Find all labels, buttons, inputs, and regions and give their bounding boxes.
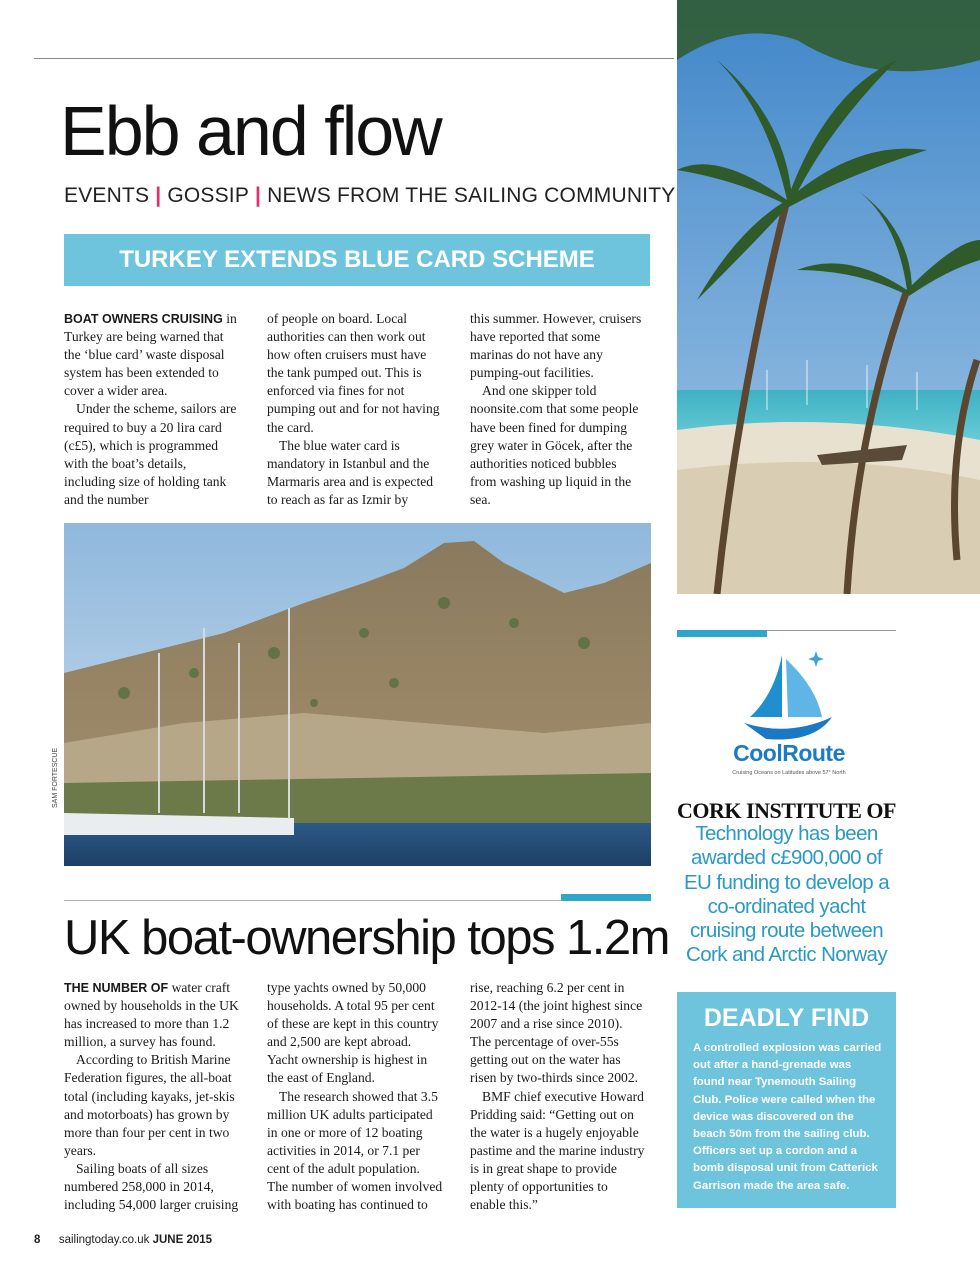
paragraph: type yachts owned by 50,000 households. A total 95 per cent of these are kept in this country and 2,500 are kept abroad. Yacht ownership is highest in the east of England. — [267, 980, 439, 1086]
coolroute-logo — [704, 645, 874, 785]
divider-rule — [64, 900, 561, 901]
palm-beach-illustration — [677, 0, 980, 594]
lead-in: BOAT OWNERS CRUISING — [64, 312, 223, 326]
deadly-find-title: DEADLY FIND — [703, 1004, 870, 1032]
subhead-tag-events: EVENTS — [64, 184, 150, 207]
footer-issue: JUNE 2015 — [152, 1234, 213, 1246]
footer-site: sailingtoday.co.uk — [58, 1234, 150, 1246]
photo-credit: SAM FORTESCUE — [52, 747, 59, 808]
lead-in: THE NUMBER OF — [64, 981, 169, 995]
paragraph: rise, reaching 6.2 per cent in 2012-14 (the joint highest since 2007 and a rise since 2010). The percentage of over-55s getting out on the water has risen by two-thirds since 2002. — [470, 980, 643, 1086]
paragraph: The blue water card is mandatory in Istanbul and the Marmaris area and is expected to reach as far as Izmir by — [267, 437, 434, 507]
paragraph: this summer. However, cruisers have reported that some marinas do not have any pumping-out facilities. — [470, 311, 642, 381]
page-footer — [34, 1234, 212, 1246]
paragraph: The research showed that 3.5 million UK adults participated in one or more of 12 boating activities in 2014, or 7.1 per cent of the adult population. The number of women involved with boating has continued to — [267, 1088, 443, 1213]
ownership-headline: UK boat-ownership tops 1.2m — [64, 911, 669, 965]
paragraph — [64, 310, 240, 400]
ownership-column-1 — [64, 979, 240, 1214]
ownership-column-2 — [267, 979, 443, 1214]
turkey-banner-title: TURKEY EXTENDS BLUE CARD SCHEME — [119, 246, 595, 273]
subhead-tag-news: NEWS FROM THE SAILING COMMUNITY — [267, 184, 676, 207]
divider-accent — [561, 894, 651, 901]
paragraph: of people on board. Local authorities can then work out how often cruisers must have the tank pumped out. This is enforced via fines for not pumping out and for not having the card. — [267, 311, 440, 435]
paragraph-text: water craft owned by households in the UK has increased to more than 1.2 million, a survey has found. — [64, 980, 239, 1050]
subhead-separator: | — [255, 184, 262, 207]
logo-wordmark: CoolRoute — [733, 740, 845, 766]
paragraph: BMF chief executive Howard Pridding said: “Getting out on the water is a hugely enjoyable pastime and the marine industry is in great shape to provide plenty of opportunities to enable this.” — [470, 1088, 645, 1213]
deadly-find-body: A controlled explosion was carried out after a hand-grenade was found near Tynemouth Sailing Club. Police were called when the device was discovered on the beach 50m from the sailing club. Officers set up a cordon and a bomb disposal unit from Catterick Garrison made the area safe. — [693, 1042, 882, 1192]
logo-tagline: Cruising Oceans on Latitudes above 57° North — [732, 770, 846, 776]
cork-headline: CORK INSTITUTE OF — [677, 798, 896, 823]
ownership-column-3 — [470, 979, 646, 1214]
top-rule — [34, 58, 674, 59]
paragraph: And one skipper told noonsite.com that some people have been fined for dumping grey water in Göcek, after the authorities noticed bubbles from washing up liquid in the sea. — [470, 383, 639, 507]
paragraph: Sailing boats of all sizes numbered 258,000 in 2014, including 54,000 larger cruising — [64, 1160, 239, 1213]
section-subhead — [64, 184, 675, 208]
cork-body: Technology has been awarded c£900,000 of EU funding to develop a co-ordinated yacht cruising route between Cork and Arctic Norway — [683, 822, 890, 967]
turkey-column-2 — [267, 310, 443, 509]
paragraph — [64, 979, 240, 1051]
subhead-separator: | — [155, 184, 162, 207]
turkey-banner — [64, 234, 650, 286]
paragraph-text: in Turkey are being warned that the ‘blue card’ waste disposal system has been extended to cover a wider area. — [64, 311, 237, 399]
turkey-column-3 — [470, 310, 646, 509]
page-number: 8 — [34, 1234, 41, 1246]
turkey-column-1 — [64, 310, 240, 509]
section-title: Ebb and flow — [60, 92, 441, 170]
yachts-anchored-photo — [64, 523, 651, 866]
yachts-anchored-illustration — [64, 523, 651, 866]
paragraph: Under the scheme, sailors are required to buy a 20 lira card (c£5), which is programmed with the boat’s details, including size of holding tank and the number — [64, 401, 237, 507]
paragraph: According to British Marine Federation figures, the all-boat total (including kayaks, jet-skis and motorboats) has grown by more than four per cent in two years. — [64, 1052, 235, 1158]
subhead-tag-gossip: GOSSIP — [167, 184, 250, 207]
palm-beach-photo — [677, 0, 980, 594]
sailboat-logo-icon — [704, 645, 874, 755]
side-accent — [677, 630, 767, 637]
